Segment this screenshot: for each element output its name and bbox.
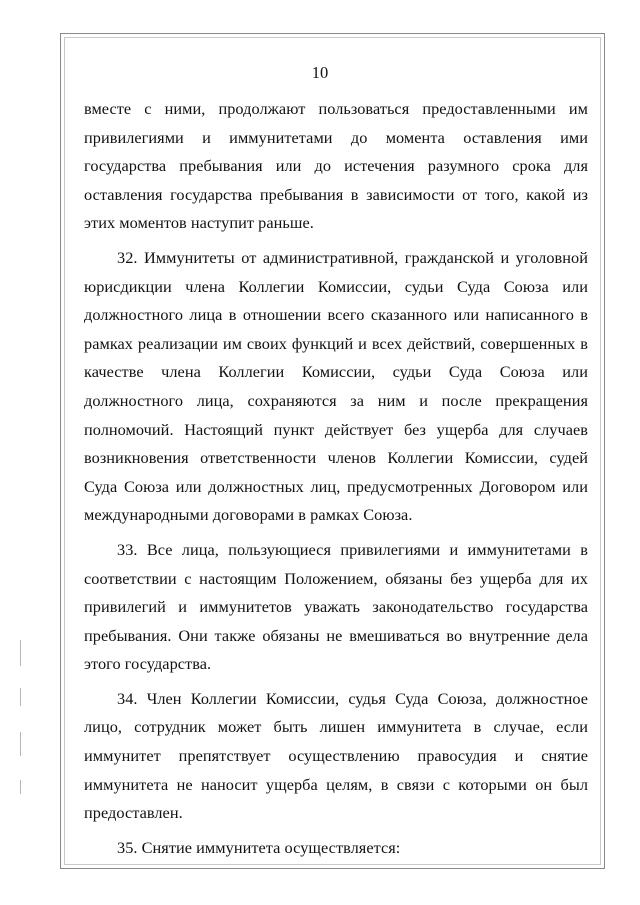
paragraph-35: 35. Снятие иммунитета осуществляется:	[117, 837, 401, 857]
scan-margin-marks	[20, 640, 40, 840]
paragraph-34: 34. Член Коллегии Комиссии, судья Суда Союза, должностное лицо, сотрудник может быть лишен иммунитета в случае, если иммунитет препятствует осуществлению правосудия и снятие иммунитета не наносит ущерба целям, в связи с которыми он был предоставлен.	[84, 688, 588, 823]
paragraph-continuation: вместе с ними, продолжают пользоваться предоставленными им привилегиями и иммунитетами до момента оставления ими государства пребывания или до истечения разумного срока для оставления государства пребывания в зависимости от того, какой из этих моментов наступит раньше.	[84, 99, 588, 233]
paragraph-32: 32. Иммунитеты от административной, гражданской и уголовной юрисдикции члена Коллегии Комиссии, судьи Суда Союза или должностного лица в отношении всего сказанного или написанного в рамках реализации им своих функций и всех действий, совершенных в качестве члена Коллегии Комиссии, судьи Суда Союза или должностного лица, сохраняются за ним и после прекращения полномочий. Настоящий пункт действует без ущерба для случаев возникновения ответственности членов Коллегии Комиссии, судей Суда Союза или должностных лиц, предусмотренных Договором или международными договорами в рамках Союза.	[84, 247, 588, 525]
page-number: 10	[311, 63, 329, 82]
document-body	[84, 95, 588, 868]
paragraph-33: 33. Все лица, пользующиеся привилегиями и иммунитетами в соответствии с настоящим Положением, обязаны без ущерба для их привилегий и иммунитетов уважать законодательство государства пребывания. Они также обязаны не вмешиваться во внутренние дела этого государства.	[84, 539, 588, 674]
